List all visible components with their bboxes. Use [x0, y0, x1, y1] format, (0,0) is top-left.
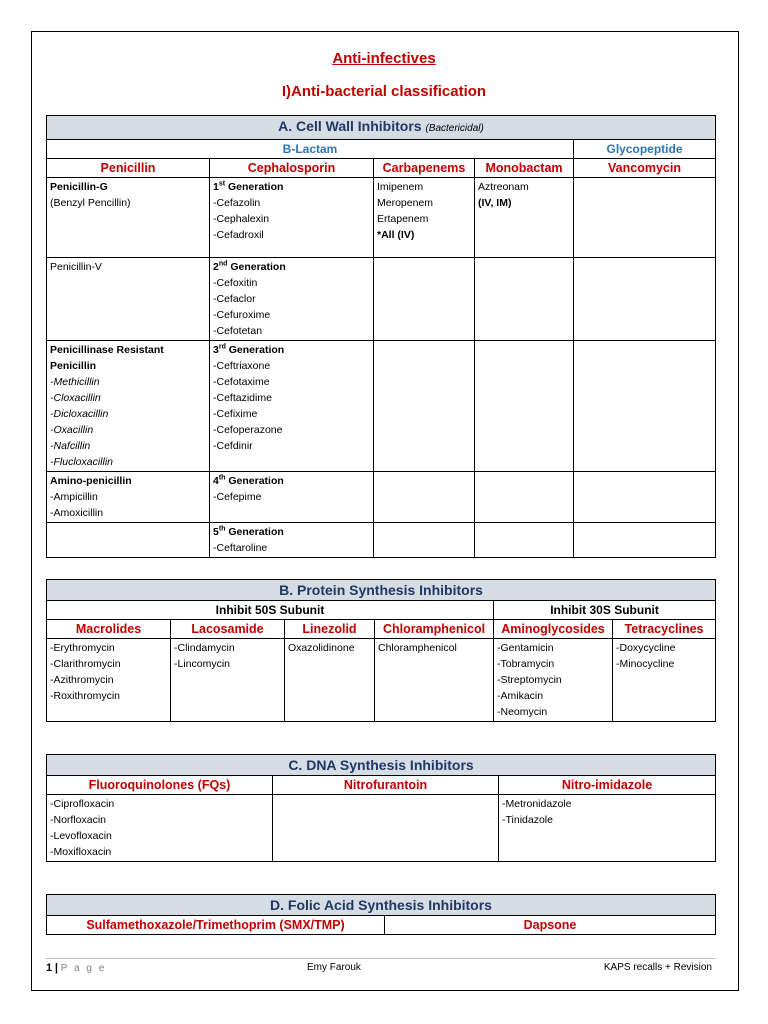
list-item: -Ampicillin [50, 491, 98, 503]
section-a-header [47, 116, 716, 140]
list-item: -Gentamicin [497, 642, 554, 654]
col-cephalosporin: Cephalosporin [210, 159, 374, 178]
list-item: -Moxifloxacin [50, 846, 112, 858]
list-item: Chloramphenicol [378, 642, 457, 654]
list-item: -Clarithromycin [50, 658, 121, 670]
col-aminoglycosides: Aminoglycosides [494, 620, 613, 639]
col-macrolides: Macrolides [47, 620, 171, 639]
list-item: -Norfloxacin [50, 814, 107, 826]
generation-heading: 3rd Generation [213, 343, 285, 356]
list-item: -Cefepime [213, 491, 262, 503]
b-lactam-group: B-Lactam [47, 140, 574, 159]
section-d-header: D. Folic Acid Synthesis Inhibitors [47, 895, 716, 916]
list-item: -Tinidazole [502, 814, 553, 826]
carbapenem-note: *All (IV) [377, 229, 415, 241]
list-item: -Cefotetan [213, 325, 263, 337]
col-fluoroquinolones: Fluoroquinolones (FQs) [47, 776, 273, 795]
list-item: -Ceftazidime [213, 392, 272, 404]
col-nitrofurantoin: Nitrofurantoin [273, 776, 499, 795]
table-row [47, 258, 716, 341]
list-item: -Tobramycin [497, 658, 555, 670]
list-item: -Lincomycin [174, 658, 231, 670]
footer-right-text: KAPS recalls + Revision [603, 962, 712, 973]
list-item: -Ceftaroline [213, 542, 268, 554]
inhibit-30s-group: Inhibit 30S Subunit [494, 601, 716, 620]
list-item: -Nafcillin [50, 440, 91, 452]
col-tetracyclines: Tetracyclines [613, 620, 716, 639]
section-a-note: (Bactericidal) [425, 123, 484, 134]
col-chloramphenicol: Chloramphenicol [375, 620, 494, 639]
list-item: -Amikacin [497, 690, 544, 702]
generation-heading: 4th Generation [213, 474, 284, 487]
list-item: -Methicillin [50, 376, 100, 388]
list-item: -Cloxacillin [50, 392, 101, 404]
section-a-title: A. Cell Wall Inhibitors [278, 118, 422, 134]
table-row [47, 341, 716, 472]
monobactam-note: (IV, IM) [478, 197, 512, 209]
section-b-header: B. Protein Synthesis Inhibitors [47, 580, 716, 601]
list-item: -Cefuroxime [213, 309, 271, 321]
list-item: -Cefdinir [213, 440, 253, 452]
dna-synthesis-inhibitors-table [46, 754, 716, 862]
list-item: -Cefoxitin [213, 277, 258, 289]
col-linezolid: Linezolid [285, 620, 375, 639]
generation-heading: 2nd Generation [213, 260, 286, 273]
inhibit-50s-group: Inhibit 50S Subunit [47, 601, 494, 620]
protein-synthesis-inhibitors-table [46, 579, 716, 722]
list-item: -Cephalexin [213, 213, 270, 225]
generation-heading: 5th Generation [213, 525, 284, 538]
penicillinase-resistant-heading-2: Penicillin [50, 360, 97, 372]
list-item: -Metronidazole [502, 798, 572, 810]
col-nitro-imidazole: Nitro-imidazole [499, 776, 716, 795]
penicillin-g-note: (Benzyl Pencillin) [50, 197, 131, 209]
penicillinase-resistant-heading: Penicillinase Resistant [50, 344, 164, 356]
list-item: -Flucloxacillin [50, 456, 114, 468]
folic-acid-synthesis-inhibitors-table [46, 894, 716, 935]
list-item: -Ceftriaxone [213, 360, 271, 372]
list-item: Meropenem [377, 197, 434, 209]
col-dapsone: Dapsone [385, 916, 716, 935]
list-item: -Clindamycin [174, 642, 235, 654]
table-row [47, 795, 716, 862]
list-item: Aztreonam [478, 181, 529, 193]
col-lacosamide: Lacosamide [171, 620, 285, 639]
col-carbapenems: Carbapenems [374, 159, 475, 178]
table-row [47, 472, 716, 523]
list-item: -Cefotaxime [213, 376, 270, 388]
penicillin-g: Penicillin-G [50, 181, 108, 193]
list-item: -Minocycline [616, 658, 675, 670]
glycopeptide-group: Glycopeptide [574, 140, 716, 159]
list-item: Ertapenem [377, 213, 429, 225]
col-monobactam: Monobactam [475, 159, 574, 178]
list-item: -Amoxicillin [50, 507, 104, 519]
document-subtitle: I)Anti-bacterial classification [281, 83, 487, 100]
amino-penicillin-heading: Amino-penicillin [50, 475, 132, 487]
table-row [47, 523, 716, 558]
list-item: -Cefoperazone [213, 424, 283, 436]
list-item: Oxazolidinone [288, 642, 355, 654]
list-item: -Neomycin [497, 706, 548, 718]
generation-heading: 1st Generation [213, 180, 284, 193]
table-row [47, 639, 716, 722]
footer-divider [46, 958, 715, 959]
section-c-header: C. DNA Synthesis Inhibitors [47, 755, 716, 776]
table-row [47, 178, 716, 258]
col-penicillin: Penicillin [47, 159, 210, 178]
list-item: -Levofloxacin [50, 830, 112, 842]
list-item: -Erythromycin [50, 642, 115, 654]
list-item: -Cefazolin [213, 197, 261, 209]
document-title: Anti-infectives [332, 50, 436, 67]
footer-author: Emy Farouk [307, 962, 361, 973]
col-vancomycin: Vancomycin [574, 159, 716, 178]
list-item: -Cefaclor [213, 293, 256, 305]
list-item: -Streptomycin [497, 674, 562, 686]
penicillin-v: Penicillin-V [50, 261, 102, 273]
list-item: -Roxithromycin [50, 690, 121, 702]
list-item: -Doxycycline [616, 642, 676, 654]
col-smx-tmp: Sulfamethoxazole/Trimethoprim (SMX/TMP) [47, 916, 385, 935]
cell-wall-inhibitors-table [46, 115, 716, 558]
list-item: -Dicloxacillin [50, 408, 109, 420]
list-item: Imipenem [377, 181, 424, 193]
list-item: -Oxacillin [50, 424, 94, 436]
list-item: -Cefadroxil [213, 229, 264, 241]
list-item: -Azithromycin [50, 674, 114, 686]
list-item: -Cefixime [213, 408, 258, 420]
list-item: -Ciprofloxacin [50, 798, 115, 810]
page-number: 1 | P a g e [46, 962, 107, 974]
